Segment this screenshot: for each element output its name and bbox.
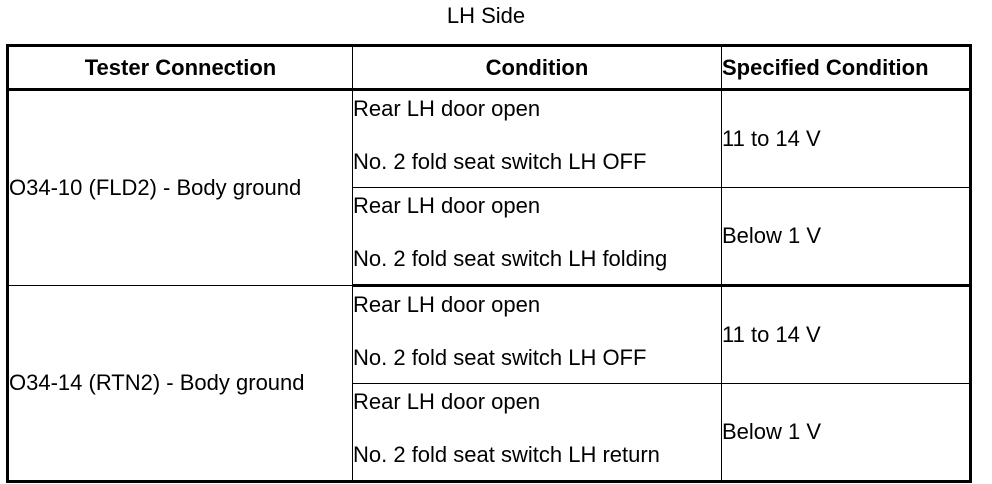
condition-line-switch: No. 2 fold seat switch LH folding: [353, 246, 668, 271]
condition-cell: [353, 384, 722, 482]
condition-line-door: Rear LH door open: [353, 193, 541, 218]
condition-cell: [353, 188, 722, 286]
header-specified-condition: Specified Condition: [722, 46, 971, 90]
specified-condition-cell: 11 to 14 V: [722, 90, 971, 188]
tester-connection-cell: O34-14 (RTN2) - Body ground: [8, 286, 353, 482]
condition-cell: [353, 286, 722, 384]
header-tester-connection: Tester Connection: [8, 46, 353, 90]
table-title: LH Side: [446, 3, 526, 28]
specified-condition-cell: 11 to 14 V: [722, 286, 971, 384]
specified-condition-cell: Below 1 V: [722, 188, 971, 286]
condition-line-door: Rear LH door open: [353, 96, 541, 121]
tester-connection-cell: O34-10 (FLD2) - Body ground: [8, 90, 353, 286]
specified-condition-cell: Below 1 V: [722, 384, 971, 482]
condition-line-door: Rear LH door open: [353, 389, 541, 414]
header-row: [8, 46, 971, 90]
table-row: [8, 90, 971, 188]
condition-line-switch: No. 2 fold seat switch LH OFF: [353, 149, 647, 174]
table-row: [8, 286, 971, 384]
condition-line-switch: No. 2 fold seat switch LH return: [353, 442, 660, 467]
condition-line-switch: No. 2 fold seat switch LH OFF: [353, 345, 647, 370]
specification-table: [6, 44, 972, 483]
header-condition: Condition: [353, 46, 722, 90]
condition-cell: [353, 90, 722, 188]
condition-line-door: Rear LH door open: [353, 292, 541, 317]
